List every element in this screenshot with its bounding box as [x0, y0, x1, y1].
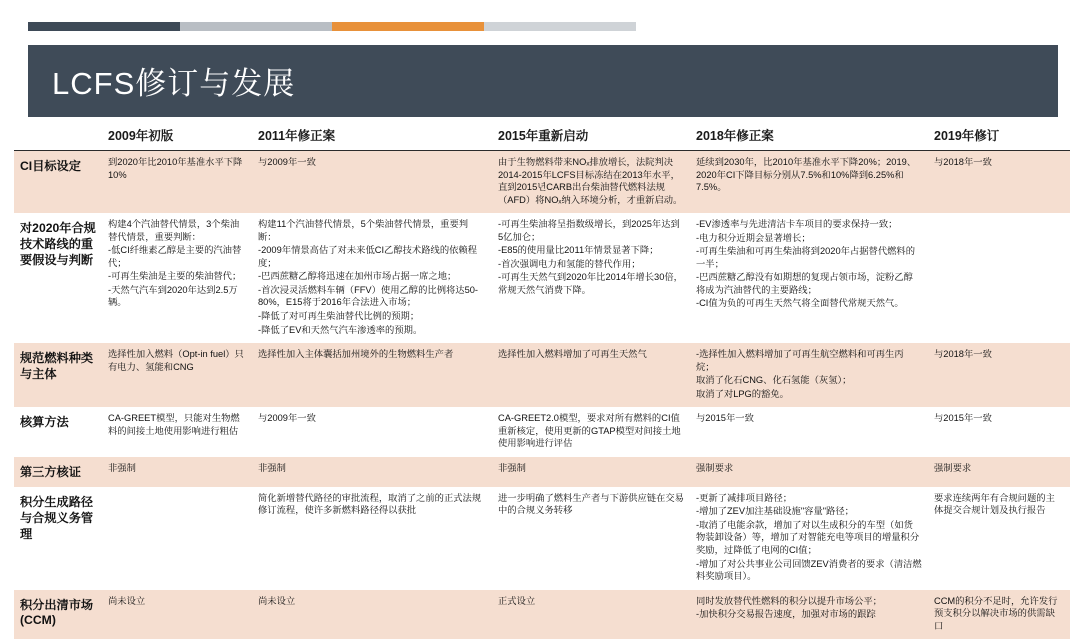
table-cell: [690, 151, 928, 214]
row-label: CI目标设定: [14, 151, 102, 214]
table-row: [14, 213, 1070, 343]
cell-line: -CI值为负的可再生天然气将全面替代常规天然气。: [696, 297, 922, 310]
table-cell: [928, 487, 1070, 590]
cell-line: 非强制: [498, 462, 684, 475]
comparison-table-wrapper: [14, 124, 1070, 639]
cell-line: -可再生天然气到2020年比2014年增长30倍，常规天然气消费下降。: [498, 271, 684, 296]
cell-line: -取消了电能余款，增加了对以生成积分的车型（如货物装卸设备）等，增加了对智能充电等项目的增量积分奖励，过降低了电网的CI值；: [696, 519, 922, 557]
table-cell: [252, 343, 492, 407]
row-label: 对2020年合规技术路线的重要假设与判断: [14, 213, 102, 343]
table-cell: [252, 407, 492, 457]
cell-line: 到2020年比2010年基准水平下降10%: [108, 156, 246, 181]
table-cell: [102, 407, 252, 457]
table-row: [14, 487, 1070, 590]
cell-line: -电力积分近期会显著增长；: [696, 232, 922, 245]
table-cell: [690, 407, 928, 457]
cell-line: CA-GREET模型，只能对生物燃料的间接土地使用影响进行粗估: [108, 412, 246, 437]
lcfs-comparison-table: [14, 124, 1070, 639]
cell-line: -可再生柴油将呈指数级增长，到2025年达到5亿加仑；: [498, 218, 684, 243]
cell-line: 与2018年一致: [934, 156, 1064, 169]
cell-line: -EV渗透率与先进清洁卡车项目的要求保持一致；: [696, 218, 922, 231]
table-cell: [492, 343, 690, 407]
table-cell: [492, 457, 690, 487]
table-cell: [928, 590, 1070, 639]
cell-line: -可再生柴油是主要的柴油替代；: [108, 270, 246, 283]
column-header-1: 2009年初版: [102, 124, 252, 151]
cell-line: 同时发放替代性燃料的积分以提升市场公平；: [696, 595, 922, 608]
table-cell: [928, 343, 1070, 407]
cell-line: 要求连续两年有合规问题的主体提交合规计划及执行报告: [934, 492, 1064, 517]
table-cell: [928, 151, 1070, 214]
table-row: [14, 407, 1070, 457]
table-cell: [102, 487, 252, 590]
table-cell: [690, 590, 928, 639]
cell-line: -降低了EV和天然气汽车渗透率的预期。: [258, 324, 486, 337]
cell-line: 与2009年一致: [258, 412, 486, 425]
cell-line: 延续到2030年，比2010年基准水平下降20%；2019、2020年CI下降目标分别从7.5%和10%降到6.25%和7.5%。: [696, 156, 922, 194]
table-cell: [102, 151, 252, 214]
cell-line: 与2015年一致: [696, 412, 922, 425]
cell-line: -增加了对公共事业公司回馈ZEV消费者的要求（清洁燃料奖励项目）。: [696, 558, 922, 583]
cell-line: -加快积分交易报告速度，加强对市场的跟踪: [696, 608, 922, 621]
cell-line: -降低了对可再生柴油替代比例的预期；: [258, 310, 486, 323]
cell-line: 简化新增替代路径的审批流程，取消了之前的正式法规修订流程，使许多新燃料路径得以获批: [258, 492, 486, 517]
top-bar-white: [636, 22, 1058, 31]
cell-line: 强制要求: [696, 462, 922, 475]
table-row: [14, 457, 1070, 487]
table-row: [14, 343, 1070, 407]
column-header-3: 2015年重新启动: [492, 124, 690, 151]
cell-line: 构建11个汽油替代情景，5个柴油替代情景，重要判断：: [258, 218, 486, 243]
table-cell: [492, 590, 690, 639]
table-cell: [690, 343, 928, 407]
cell-line: 非强制: [108, 462, 246, 475]
cell-line: -E85的使用量比2011年情景显著下降；: [498, 244, 684, 257]
row-label: 积分生成路径与合规义务管理: [14, 487, 102, 590]
table-cell: [252, 151, 492, 214]
table-cell: [492, 151, 690, 214]
cell-line: 正式设立: [498, 595, 684, 608]
table-cell: [928, 407, 1070, 457]
cell-line: 由于生物燃料带来NOₓ排放增长，法院判决2014-2015年LCFS目标冻结在2013年水平，直到2015년CARB出台柴油替代燃料法规（AFD）将NOₓ纳入环境分析，才重新启动。: [498, 156, 684, 206]
cell-line: -天然气汽车到2020年达到2.5万辆。: [108, 284, 246, 309]
row-label: 规范燃料种类与主体: [14, 343, 102, 407]
table-cell: [928, 213, 1070, 343]
cell-line: 选择性加入燃料增加了可再生天然气: [498, 348, 684, 361]
table-cell: [252, 487, 492, 590]
table-cell: [492, 487, 690, 590]
page-title: LCFS修订与发展: [52, 58, 295, 103]
table-row: [14, 590, 1070, 639]
row-label: 积分出清市场(CCM): [14, 590, 102, 639]
column-header-0: [14, 124, 102, 151]
decorative-top-bars: [28, 22, 1058, 31]
table-cell: [102, 343, 252, 407]
cell-line: 尚未设立: [108, 595, 246, 608]
cell-line: CA-GREET2.0模型，要求对所有燃料的CI值重新核定，使用更新的GTAP模型对间接土地使用影响进行评估: [498, 412, 684, 450]
table-cell: [492, 213, 690, 343]
cell-line: -低CI纤维素乙醇是主要的汽油替代；: [108, 244, 246, 269]
cell-line: 取消了对LPG的豁免。: [696, 388, 922, 401]
cell-line: -巴西蔗糖乙醇将迅速在加州市场占据一席之地；: [258, 270, 486, 283]
column-header-5: 2019年修订: [928, 124, 1070, 151]
column-header-2: 2011年修正案: [252, 124, 492, 151]
cell-line: 非强制: [258, 462, 486, 475]
table-cell: [928, 457, 1070, 487]
cell-line: -首次强调电力和氢能的替代作用；: [498, 258, 684, 271]
cell-line: 与2015年一致: [934, 412, 1064, 425]
row-label: 核算方法: [14, 407, 102, 457]
top-bar-gray: [180, 22, 332, 31]
cell-line: -可再生柴油和可再生柴油将到2020年占据替代燃料的一半；: [696, 245, 922, 270]
cell-line: -更新了减排项目路径；: [696, 492, 922, 505]
cell-line: 强制要求: [934, 462, 1064, 475]
table-cell: [102, 213, 252, 343]
cell-line: -增加了ZEV加注基础设施"容量"路径；: [696, 505, 922, 518]
table-cell: [252, 457, 492, 487]
cell-line: CCM的积分不足时，允许发行预支积分以解决市场的供需缺口: [934, 595, 1064, 633]
table-cell: [252, 213, 492, 343]
row-label: 第三方核证: [14, 457, 102, 487]
table-cell: [252, 590, 492, 639]
cell-line: 尚未设立: [258, 595, 486, 608]
table-cell: [492, 407, 690, 457]
cell-line: 构建4个汽油替代情景，3个柴油替代情景，重要判断：: [108, 218, 246, 243]
table-cell: [102, 457, 252, 487]
top-bar-orange: [332, 22, 484, 31]
table-body: [14, 151, 1070, 639]
column-header-4: 2018年修正案: [690, 124, 928, 151]
cell-line: 选择性加入主体囊括加州境外的生物燃料生产者: [258, 348, 486, 361]
table-row: [14, 151, 1070, 214]
cell-line: -2009年情景高估了对未来低CI乙醇技术路线的依赖程度；: [258, 244, 486, 269]
table-cell: [690, 457, 928, 487]
table-header-row: [14, 124, 1070, 151]
cell-line: -选择性加入燃料增加了可再生航空燃料和可再生丙烷；: [696, 348, 922, 373]
cell-line: 选择性加入燃料（Opt-in fuel）只有电力、氢能和CNG: [108, 348, 246, 373]
table-cell: [690, 487, 928, 590]
cell-line: 进一步明确了燃料生产者与下游供应链在交易中的合规义务转移: [498, 492, 684, 517]
table-cell: [690, 213, 928, 343]
top-bar-dark: [28, 22, 180, 31]
cell-line: -巴西蔗糖乙醇没有如期想的复现占领市场，淀粉乙醇将成为汽油替代的主要路线；: [696, 271, 922, 296]
cell-line: 与2018年一致: [934, 348, 1064, 361]
cell-line: -首次浸灵活燃料车辆（FFV）使用乙醇的比例将达50-80%，E15将于2016年合法进入市场；: [258, 284, 486, 309]
table-cell: [102, 590, 252, 639]
cell-line: 取消了化石CNG、化石氢能（灰氢）；: [696, 374, 922, 387]
top-bar-light: [484, 22, 636, 31]
cell-line: 与2009年一致: [258, 156, 486, 169]
